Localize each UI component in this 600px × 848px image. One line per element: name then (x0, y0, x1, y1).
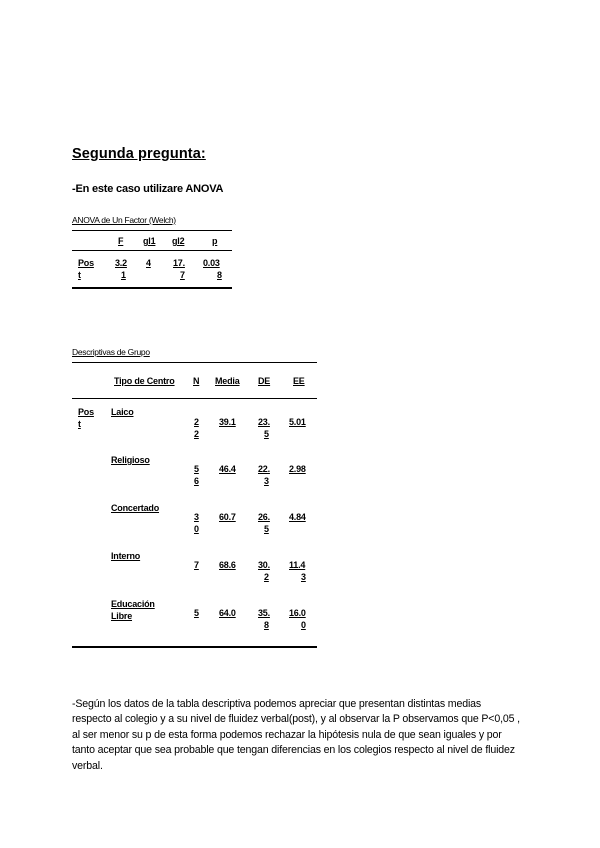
desc-row-ee-2: 3 (301, 572, 306, 582)
desc-bottom-rule (72, 646, 317, 648)
desc-row-n: 3 (194, 512, 199, 522)
desc-row-de: 23. (258, 417, 270, 427)
anova-p-value-2: 8 (217, 270, 222, 280)
desc-row-media: 68.6 (219, 560, 236, 570)
desc-row-de: 22. (258, 464, 270, 474)
desc-row-n-2: 0 (194, 524, 199, 534)
desc-row-n: 5 (194, 464, 199, 474)
desc-row-centro: Laico (111, 407, 134, 417)
desc-header-media: Media (215, 376, 240, 386)
anova-top-rule (72, 230, 232, 231)
anova-gl1-value: 4 (146, 258, 151, 268)
desc-row-ee: 2.98 (289, 464, 306, 474)
desc-row-ee: 11.4 (289, 560, 306, 570)
section-heading: Segunda pregunta: (72, 146, 206, 162)
desc-header-ee: EE (293, 376, 305, 386)
anova-header-gl2: gl2 (172, 236, 185, 246)
desc-row-centro-2: Libre (111, 611, 133, 621)
desc-row-ee: 4.84 (289, 512, 306, 522)
descriptivas-table-title: Descriptivas de Grupo (72, 347, 150, 357)
desc-row-n-2: 2 (194, 429, 199, 439)
desc-row-de: 35. (258, 608, 270, 618)
desc-header-de: DE (258, 376, 271, 386)
anova-header-p: p (212, 236, 218, 246)
conclusion-paragraph: -Según los datos de la tabla descriptiva podemos apreciar que presentan distintas medias respecto al colegio y a su nivel de fluidez verbal(post), y al observar la P observamos que P<0,05 , al ser menor su p de esta forma podemos rechazar la hipótesis nula de que sean iguales y por tanto aceptar que sea probable que tengan diferencias en los colegios respecto al nivel de fluidez verbal. (72, 698, 520, 772)
desc-row-media: 64.0 (219, 608, 236, 618)
anova-row-label: Pos (78, 258, 94, 268)
anova-p-value: 0.03 (203, 258, 220, 268)
desc-row-n-2: 6 (194, 476, 199, 486)
anova-gl2-value: 17. (173, 258, 185, 268)
desc-row-ee: 5.01 (289, 417, 306, 427)
desc-header-centro: Tipo de Centro (114, 376, 175, 386)
anova-header-rule (72, 250, 232, 251)
desc-var-label-2: t (78, 419, 81, 429)
desc-row-de-2: 5 (264, 524, 269, 534)
anova-bottom-rule (72, 287, 232, 289)
desc-row-de-2: 5 (264, 429, 269, 439)
desc-row-n: 2 (194, 417, 199, 427)
desc-var-label: Pos (78, 407, 94, 417)
desc-row-n: 7 (194, 560, 199, 570)
desc-row-centro: Interno (111, 551, 141, 561)
desc-row-centro: Religioso (111, 455, 150, 465)
desc-header-rule (72, 398, 317, 399)
desc-row-n: 5 (194, 608, 199, 618)
desc-row-media: 46.4 (219, 464, 236, 474)
anova-table-title: ANOVA de Un Factor (Welch) (72, 215, 176, 225)
anova-header-f: F (118, 236, 124, 246)
desc-row-de-2: 8 (264, 620, 269, 630)
desc-row-centro: Concertado (111, 503, 160, 513)
method-subheading: -En este caso utilizare ANOVA (72, 183, 224, 195)
desc-row-de-2: 2 (264, 572, 269, 582)
anova-f-value: 3.2 (115, 258, 127, 268)
desc-header-n: N (193, 376, 200, 386)
anova-header-gl1: gl1 (143, 236, 156, 246)
desc-row-ee-2: 0 (301, 620, 306, 630)
desc-row-de: 26. (258, 512, 270, 522)
desc-row-centro: Educación (111, 599, 155, 609)
desc-row-ee: 16.0 (289, 608, 306, 618)
desc-row-de: 30. (258, 560, 270, 570)
anova-f-value-2: 1 (121, 270, 126, 280)
desc-row-de-2: 3 (264, 476, 269, 486)
anova-gl2-value-2: 7 (180, 270, 185, 280)
desc-top-rule (72, 362, 317, 363)
anova-row-label-2: t (78, 270, 81, 280)
desc-row-media: 39.1 (219, 417, 236, 427)
desc-row-media: 60.7 (219, 512, 236, 522)
